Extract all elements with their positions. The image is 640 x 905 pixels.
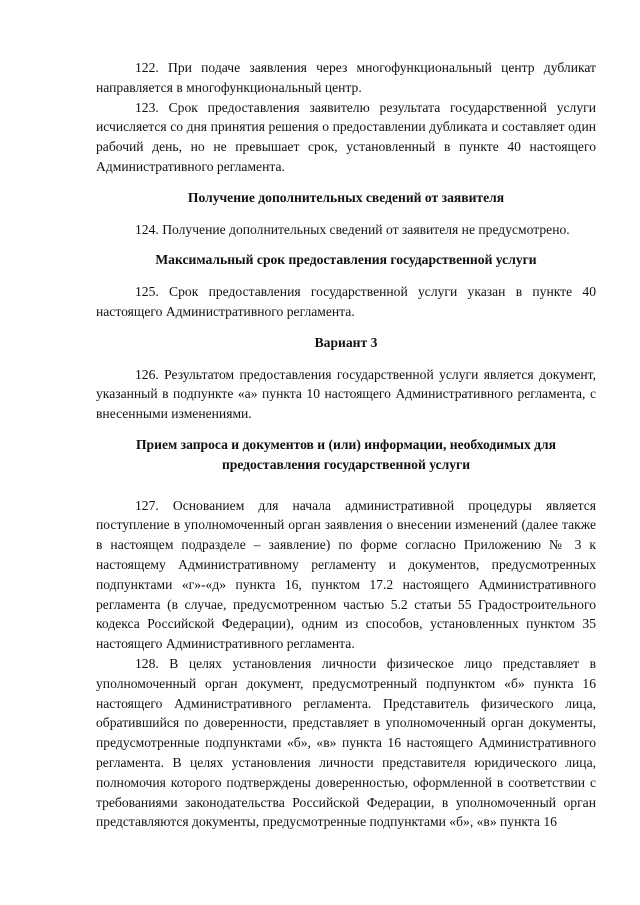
paragraph-127: 127. Основанием для начала административной процедуры является поступление в уполномоченный орган заявления о внесении изменений (далее также в настоящем подразделе – заявление) по форме согласно Приложению № 3 к настоящему Административному регламенту и документов, предусмотренных подпунктами «г»-«д» пункта 16, пунктом 17.2 настоящего Административного регламента (в случае, предусмотренном частью 5.2 статьи 55 Градостроительного кодекса Российской Федерации), одним из способов, установленных пунктом 35 настоящего Административного регламента. — [96, 497, 596, 652]
heading-variant-3: Вариант 3 — [314, 334, 378, 350]
paragraph-122: 122. При подаче заявления через многофункциональный центр дубликат направляется в многофункциональный центр. — [96, 60, 596, 95]
paragraph-123: 123. Срок предоставления заявителю результата государственной услуги исчисляется со дня принятия решения о предоставлении дубликата и составляет один рабочий день, но не превышает срок, установленный в пункте 40 настоящего Административного регламента. — [96, 99, 596, 174]
document-page — [96, 58, 596, 832]
heading-reception-line-2: предоставления государственной услуги — [221, 456, 471, 472]
heading-max-term: Максимальный срок предоставления государственной услуги — [155, 252, 537, 268]
paragraph-126: 126. Результатом предоставления государственной услуги является документ, указанный в подпункте «а» пункта 10 настоящего Административного регламента, с внесенными изменениями. — [96, 366, 596, 422]
heading-reception — [96, 435, 596, 475]
paragraph-124: 124. Получение дополнительных сведений от заявителя не предусмотрено. — [135, 221, 570, 237]
paragraph-125: 125. Срок предоставления государственной услуги указан в пункте 40 настоящего Административного регламента. — [96, 284, 596, 319]
heading-additional-info: Получение дополнительных сведений от заявителя — [187, 189, 505, 205]
paragraph-128: 128. В целях установления личности физическое лицо представляет в уполномоченный орган документ, предусмотренный подпунктом «б» пункта 16 настоящего Административного регламента. Представитель физического лица, обратившийся по доверенности, представляет в уполномоченный орган документы, предусмотренные подпунктами «б», «в» пункта 16 настоящего Административного регламента. В целях установления личности представителя юридического лица, полномочия которого подтверждены доверенностью, оформленной в соответствии с требованиями законодательства Российской Федерации, в уполномоченный орган представляются документы, предусмотренные подпунктами «б», «в» пункта 16 — [96, 655, 596, 830]
heading-reception-line-1: Прием запроса и документов и (или) информации, необходимых для — [135, 436, 557, 452]
